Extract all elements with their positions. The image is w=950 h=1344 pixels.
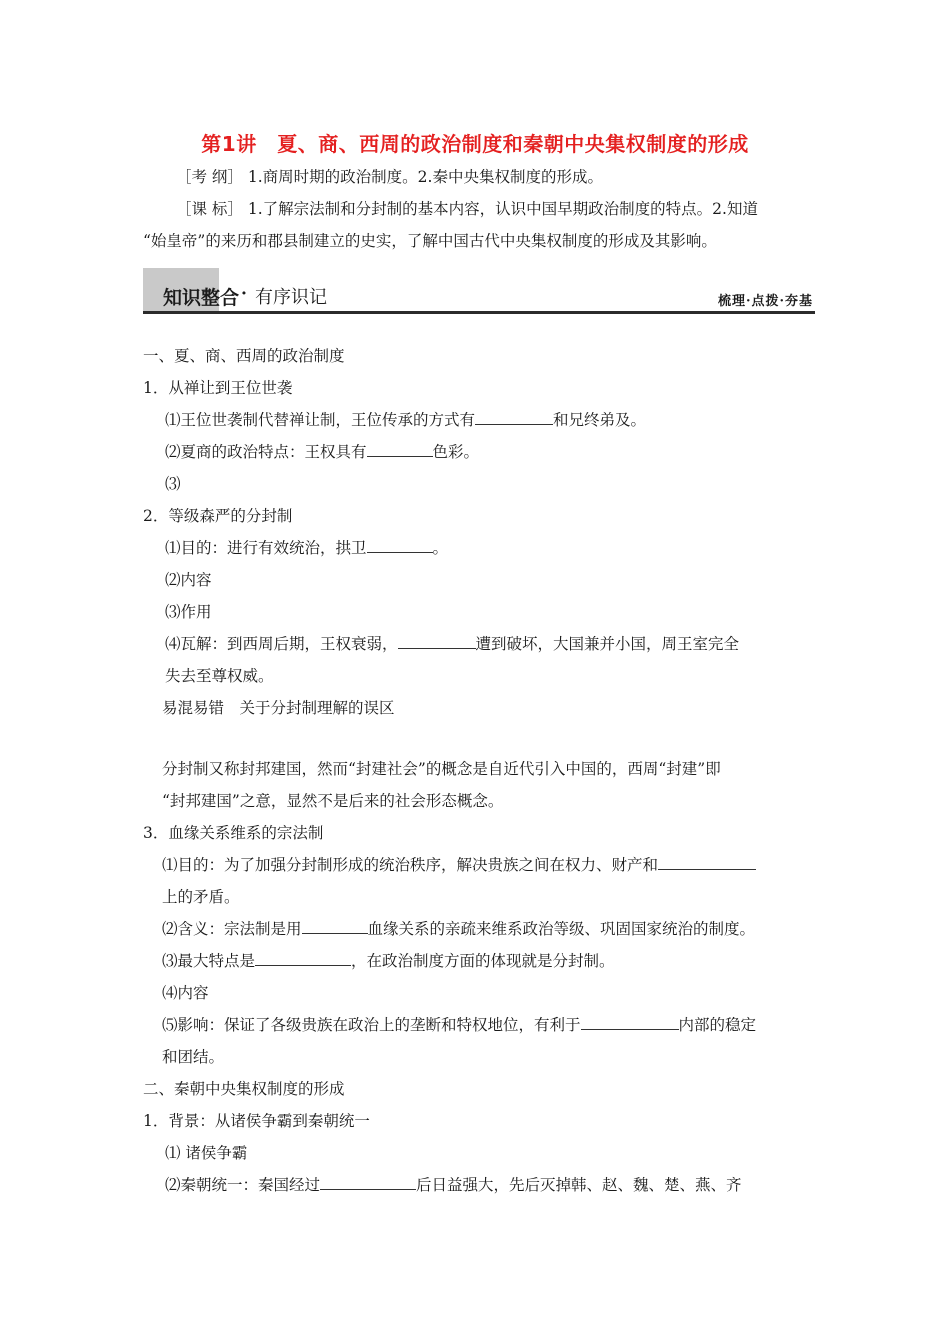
item-1-1-text-b: 和兄终弟及。 [553,411,647,429]
item-1-2 [165,441,479,463]
item-2-2: ⑵内容 [165,571,212,589]
item-4-1: ⑴ 诸侯争霸 [165,1144,248,1162]
kebiao-label: ［课 标］ [176,200,243,218]
item-3-2-text-a: ⑵含义：宗法制是用 [162,920,302,938]
item-1-1-text-a: ⑴王位世袭制代替禅让制，王位传承的方式有 [165,411,476,429]
item-3-2 [162,918,755,940]
fill-blank [475,410,553,425]
kebiao-text-2: “始皇帝”的来历和郡县制建立的史实，了解中国古代中央集权制度的形成及其影响。 [143,232,717,250]
item-2-1-text-b: 。 [432,539,449,557]
section-heading-2: 二、秦朝中央集权制度的形成 [143,1080,345,1098]
banner-dot: · [241,284,247,304]
item-1-2-text-a: ⑵夏商的政治特点：王权具有 [165,443,367,461]
page-title: 第1讲 夏、商、西周的政治制度和秦朝中央集权制度的形成 [201,132,749,156]
fill-blank [367,538,433,553]
fill-blank [658,855,756,870]
banner-subtitle: 有序识记 [255,287,327,308]
item-3-4: ⑷内容 [162,984,209,1002]
banner-title: 知识整合 [163,287,240,309]
kaogang-label: ［考 纲］ [176,168,243,186]
item-1-1 [165,409,646,431]
fill-blank [581,1015,679,1030]
subheading-4: 1．背景：从诸侯争霸到秦朝统一 [143,1112,370,1130]
item-3-1-cont: 上的矛盾。 [162,888,240,906]
item-4-2 [165,1174,742,1196]
kaogang-text: 1.商周时期的政治制度。2.秦中央集权制度的形成。 [247,168,603,186]
section-heading-1: 一、夏、商、西周的政治制度 [143,347,345,365]
fenfeng-para-1: 分封制又称封邦建国，然而“封建社会”的概念是自近代引入中国的，西周“封建”即 [162,760,721,778]
item-3-3-text-b: ，在政治制度方面的体现就是分封制。 [351,952,615,970]
item-1-2-text-b: 色彩。 [432,443,480,461]
item-2-4-text-a: ⑷瓦解：到西周后期，王权衰弱， [165,635,398,653]
subheading-1: 1．从禅让到王位世袭 [143,379,293,397]
banner-rule [143,311,815,314]
item-2-1 [165,537,448,559]
fill-blank [398,634,476,649]
item-2-4 [165,633,739,655]
item-3-5-text-a: ⑸影响：保证了各级贵族在政治上的垄断和特权地位，有利于 [162,1016,581,1034]
item-3-5 [162,1014,756,1036]
fenfeng-para-2: “封邦建国”之意，显然不是后来的社会形态概念。 [162,792,504,810]
fill-blank [255,951,351,966]
item-2-4-cont: 失去至尊权威。 [165,667,274,685]
kebiao-text-1: 1.了解宗法制和分封制的基本内容，认识中国早期政治制度的特点。2.知道 [247,200,758,218]
kebiao-line [176,198,758,220]
item-3-3 [162,950,615,972]
kaogang-line [176,166,603,188]
item-3-3-text-a: ⑶最大特点是 [162,952,256,970]
item-2-1-text-a: ⑴目的：进行有效统治，拱卫 [165,539,367,557]
item-3-5-text-b: 内部的稳定 [678,1016,757,1034]
item-4-2-text-b: 后日益强大，先后灭掉韩、赵、魏、楚、燕、齐 [416,1176,742,1194]
banner-right-text: 梳理·点拨·夯基 [717,294,813,309]
subheading-3: 3．血缘关系维系的宗法制 [143,824,324,842]
yihun-heading: 易混易错 关于分封制理解的误区 [162,699,395,717]
item-2-4-text-b: 遭到破坏，大国兼并小国，周王室完全 [475,635,740,653]
section-banner [143,268,815,314]
item-3-5-cont: 和团结。 [162,1048,225,1066]
item-1-3: ⑶ [165,475,181,493]
item-4-2-text-a: ⑵秦朝统一：秦国经过 [165,1176,321,1194]
item-3-1 [162,854,756,876]
item-3-2-text-b: 血缘关系的亲疏来维系政治等级、巩固国家统治的制度。 [367,920,756,938]
item-3-1-text-a: ⑴目的：为了加强分封制形成的统治秩序，解决贵族之间在权力、财产和 [162,856,659,874]
fill-blank [302,919,368,934]
subheading-2: 2．等级森严的分封制 [143,507,293,525]
fill-blank [367,442,433,457]
item-2-3: ⑶作用 [165,603,212,621]
fill-blank [320,1175,416,1190]
